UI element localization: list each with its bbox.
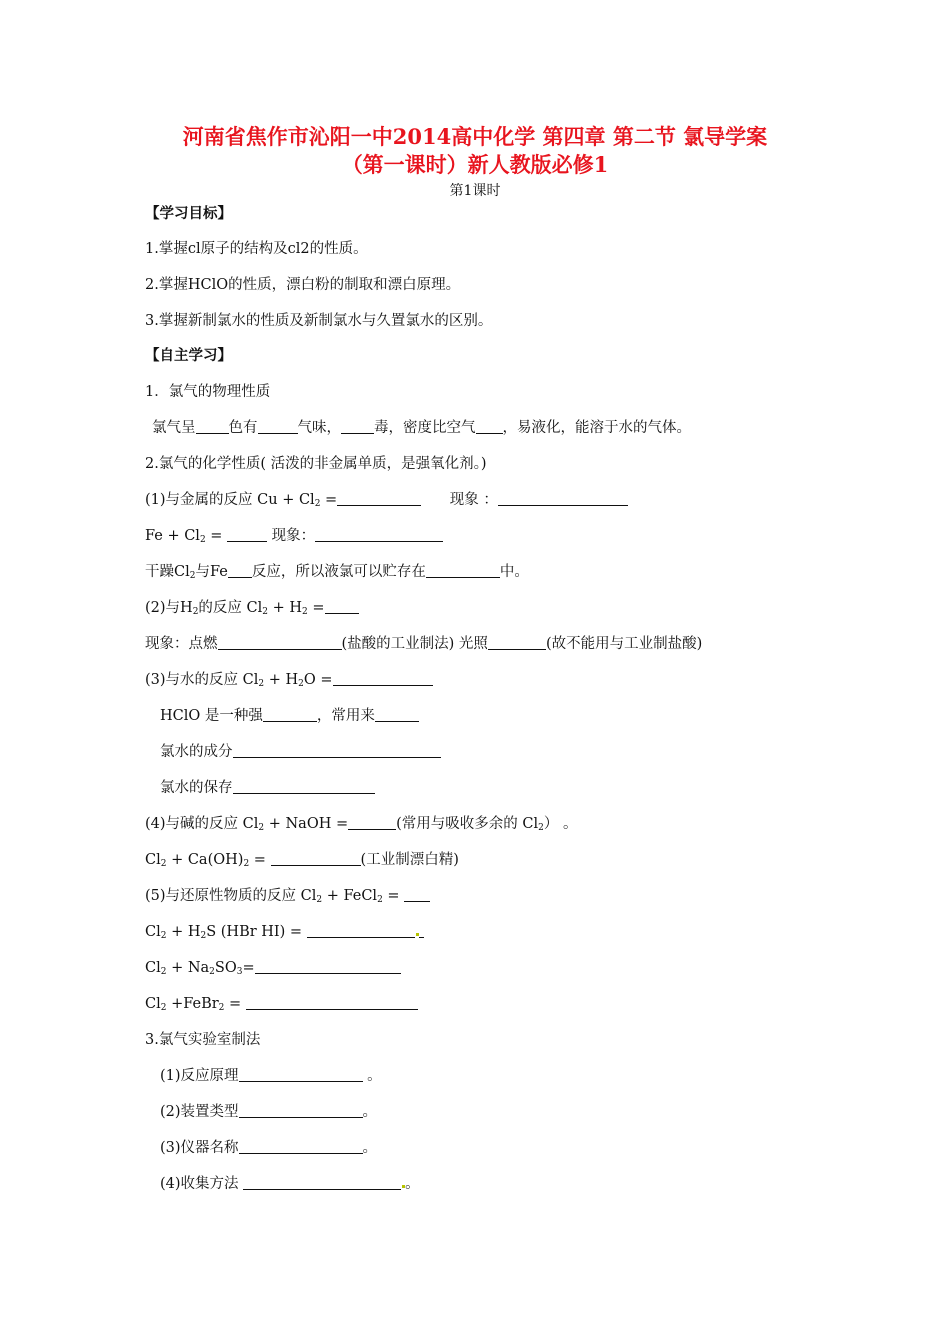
goal-item-2: 2.掌握HClO的性质，漂白粉的制取和漂白原理。 bbox=[145, 277, 461, 293]
section-lab-method: 3.氯气实验室制法 bbox=[145, 1032, 261, 1048]
caoh2-reaction-line: $Cl_2 + Ca(OH)_2$ = (工业制漂白精) bbox=[145, 852, 459, 869]
h2-reaction-line: (2)与$H_2$的反应 $Cl_2 + H_2$ = bbox=[145, 598, 359, 622]
chlorine-water-storage-line: 氯水的保存 bbox=[160, 778, 375, 798]
metal-reaction-line: (1)与金属的反应 $Cu + Cl_2$ = 现象 ： bbox=[145, 490, 628, 514]
physical-properties-line: 氯气呈 色有 气味， 毒，密度比空气 ，易液化，能溶于水的气体。 bbox=[152, 420, 691, 436]
chlorine-water-composition-line: 氯水的成分 bbox=[160, 742, 441, 762]
h2s-reaction-line: $Cl_2 + H_2S$ (HBr HI) = bbox=[145, 922, 424, 946]
fe-reaction-line: $Fe + Cl_2$ = 现象： bbox=[145, 526, 443, 550]
lesson-subtitle: 第1课时 bbox=[449, 183, 501, 199]
self-study-heading: 【自主学习】 bbox=[145, 347, 232, 364]
section-chemical: 2.氯气的化学性质( 活泼的非金属单质，是强氧化剂。) bbox=[145, 456, 487, 472]
hclo-line: HClO 是一种强 ，常用来 bbox=[160, 706, 419, 726]
reducing-reaction-line: (5)与还原性物质的反应 $Cl_2$ + FeCl$_2$ = bbox=[145, 886, 430, 910]
section-physical: 1．氯气的物理性质 bbox=[145, 384, 271, 400]
febr2-reaction-line: $Cl_2$ +FeBr$_2$ = bbox=[145, 994, 418, 1018]
goal-item-1: 1.掌握cl原子的结构及cl2的性质。 bbox=[145, 241, 368, 257]
water-reaction-line: (3)与水的反应 $Cl_2 + H_2O$ = bbox=[145, 670, 433, 694]
na2so3-reaction-line: $Cl_2 + Na_2SO_3=$ bbox=[145, 958, 401, 982]
doc-title-line1: 河南省焦作市沁阳一中2014高中化学 第四章 第二节 氯导学案 bbox=[182, 124, 768, 149]
goals-heading: 【学习目标】 bbox=[145, 205, 232, 222]
lab-item-2: (2)装置类型 。 bbox=[160, 1104, 378, 1120]
dry-chlorine-line: 干躁$Cl_2$与Fe 反应，所以液氯可以贮存在 中。 bbox=[145, 564, 529, 581]
doc-title-line2: （第一课时）新人教版必修1 bbox=[341, 152, 609, 177]
base-reaction-line: (4)与碱的反应 $Cl_2$ + NaOH = (常用与吸收多余的 $Cl_2$） 。 bbox=[145, 816, 578, 833]
lab-item-1: (1)反应原理 。 bbox=[160, 1068, 382, 1084]
goal-item-3: 3.掌握新制氯水的性质及新制氯水与久置氯水的区别。 bbox=[145, 313, 493, 329]
lab-item-3: (3)仪器名称 。 bbox=[160, 1140, 378, 1156]
phenomenon-line: 现象：点燃 (盐酸的工业制法) 光照 (故不能用与工业制盐酸) bbox=[145, 636, 703, 652]
lab-item-4: (4)收集方法 。 bbox=[160, 1176, 420, 1192]
